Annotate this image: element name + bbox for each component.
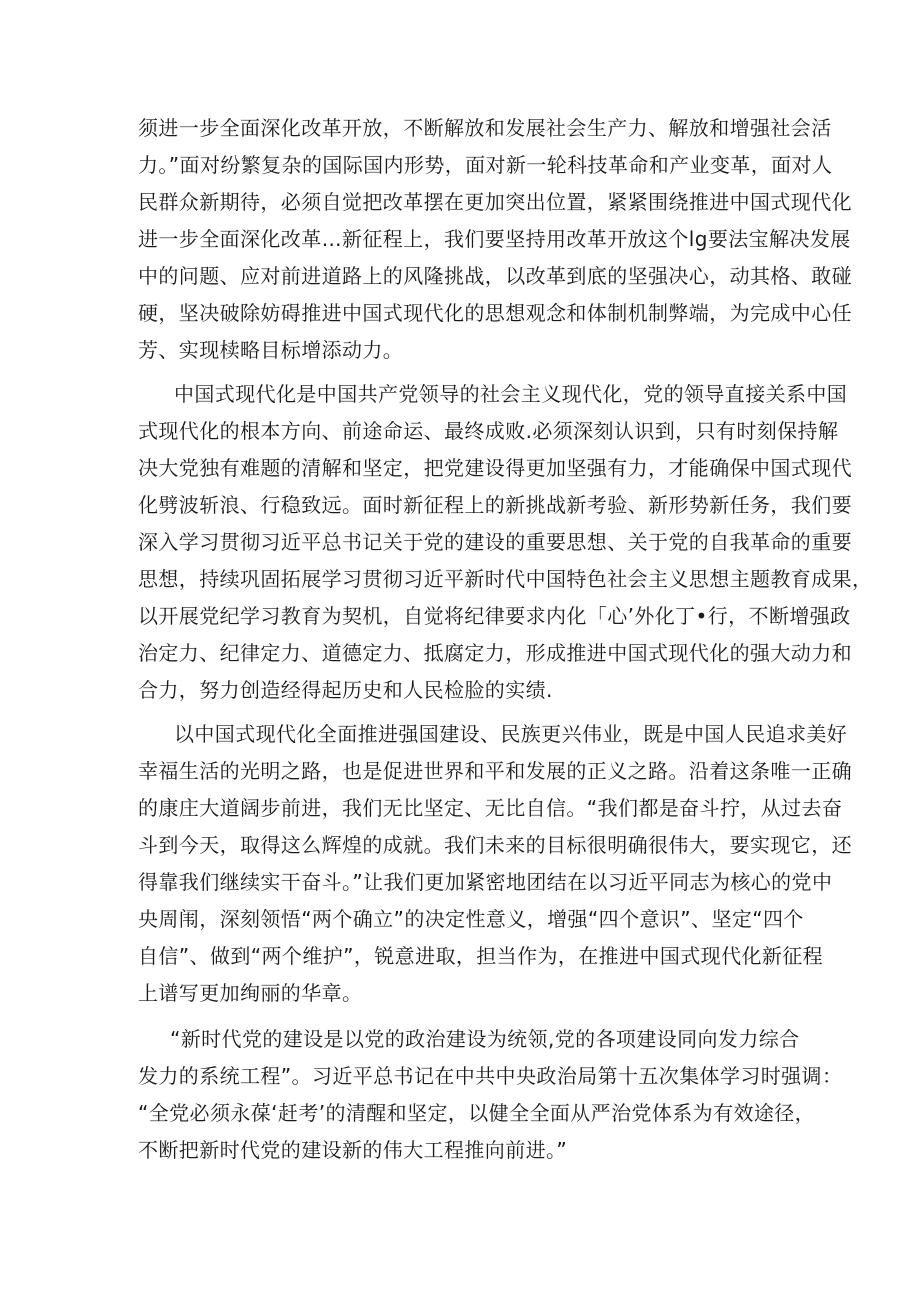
text-line: 思想，持续巩固拓展学习贯彻习近平新时代中国特色社会主义思想主题教育成果， — [138, 567, 873, 591]
text-line: 硬，坚决破除妨碍推进中国式现代化的思想观念和体制机制弊端，为完成中心任 — [138, 301, 852, 325]
text-line: 以中国式现代化全面推进强国建设、民族更兴伟业，既是中国人民追求美好 — [174, 722, 848, 746]
text-line: 不断把新时代党的建设新的伟大工程推向前进。” — [138, 1138, 568, 1162]
text-line: 合力，努力创造经得起历史和人民检脸的实绩. — [138, 678, 553, 702]
text-line: 芳、实现椟略目标增添动力。 — [138, 338, 404, 362]
paragraph-party-leadership — [138, 376, 873, 709]
text-line: 发力的系统工程”。习近平总书记在中共中央政治局第十五次集体学习时强调： — [138, 1064, 843, 1088]
text-line: 中国式现代化是中国共产党领导的社会主义现代化，党的领导直接关系中国 — [174, 382, 848, 406]
text-line: 央周闱，深刻领悟“两个确立”的决定性意义，增强“四个意识”、坚定“四个 — [138, 907, 804, 931]
text-line: 幸福生活的光明之路，也是促进世界和平和发展的正义之路。沿着这条唯一正确 — [138, 759, 852, 783]
text-line: 的康庄大道阔步前进，我们无比坚定、无比自信。“我们都是奋斗拧，从过去奋 — [138, 796, 843, 820]
text-line: 决大党独有难题的清解和坚定，把党建设得更加坚强有力，才能确保中国式现代 — [138, 456, 852, 480]
text-line: 化劈波斩浪、行稳致远。面时新征程上的新挑战新考验、新形势新任务，我们要 — [138, 493, 852, 517]
text-line: 须进一步全面深化改革开放，不断解放和发展社会生产力、解放和增强社会活 — [138, 116, 832, 140]
text-line: 以开展党纪学习教育为契机，自觉将纪律要求内化「心’外化丁•行，不断增强政 — [138, 604, 851, 628]
text-line: “全党必须永葆‘赶考’的清醒和坚定，以健全全面从严治党体系为有效途径， — [138, 1101, 816, 1125]
text-line: 得靠我们继续实干奋斗。”让我们更加紧密地团结在以习近平同志为核心的党中 — [138, 870, 833, 894]
text-line: 进一步全面深化改革…新征程上，我们要坚持用改革开放这个lg要法宝解决发展 — [138, 227, 851, 251]
paragraph-party-building-quote — [138, 1021, 843, 1169]
text-line: 治定力、纪律定力、道德定力、抵腐定力，形成推进中国式现代化的强大动力和 — [138, 641, 852, 665]
text-line: “新时代党的建设是以党的政治建设为统领,党的各项建设同向发力综合 — [170, 1027, 800, 1051]
text-line: 上谱写更加绚丽的华章。 — [138, 981, 363, 1005]
text-line: 深入学习贯彻习近平总书记关于党的建设的重要思想、关于党的自我革命的重要 — [138, 530, 852, 554]
text-line: 自信”、做到“两个维护”，锐意进取，担当作为，在推进中国式现代化新征程 — [138, 944, 824, 968]
text-line: 中的问题、应对前进道路上的风隆挑战，以改革到底的坚强决心，动其格、敢碰 — [138, 264, 852, 288]
document-body — [138, 110, 873, 1169]
text-line: 力。”面对纷繁复杂的国际国内形势，面对新一轮科技革命和产业变革，面对人 — [138, 153, 833, 177]
paragraph-reform — [138, 110, 852, 369]
text-line: 斗到今天，取得这么辉煌的成就。我们未来的目标很明确很伟大，要实现它，还 — [138, 833, 852, 857]
paragraph-national-rejuvenation — [138, 716, 852, 1012]
text-line: 民群众新期待，必须自觉把改革摆在更加突出位置，紧紧围绕推进中国式现代化 — [138, 190, 852, 214]
text-line: 式现代化的根本方向、前途命运、最终成败.必须深刻认识到，只有时刻保持解 — [138, 419, 839, 443]
